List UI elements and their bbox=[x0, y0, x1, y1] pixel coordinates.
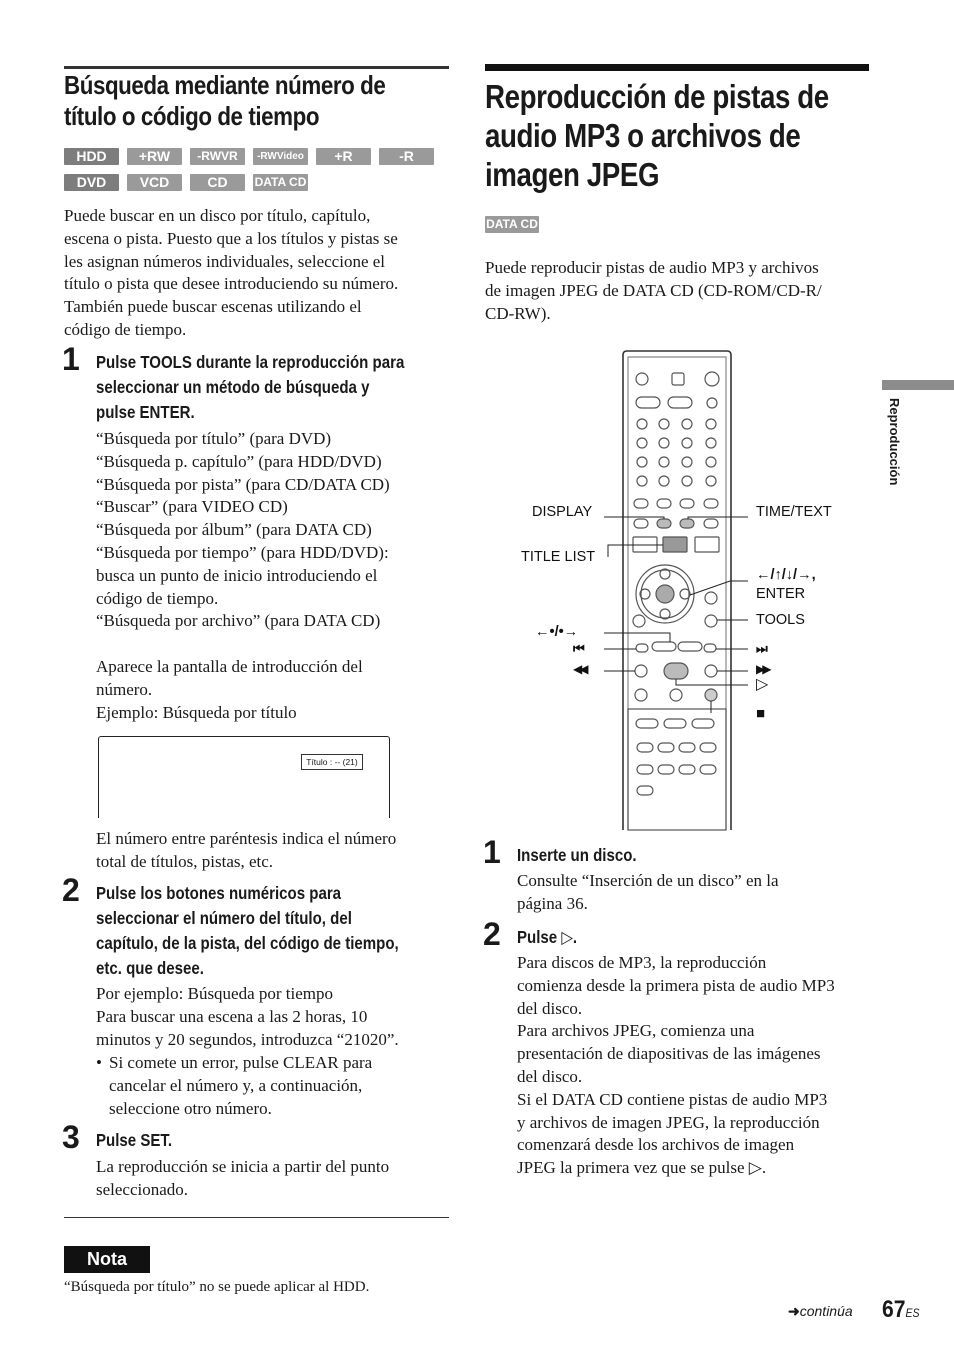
top-button bbox=[705, 372, 719, 386]
step-number: 1 bbox=[483, 834, 501, 870]
step-heading-line: capítulo, de la pista, del código de tiempo, bbox=[96, 933, 399, 953]
step-heading: Pulse SET. bbox=[96, 1130, 173, 1150]
arrow-right-icon: ➜ bbox=[788, 1303, 800, 1319]
label-display: DISPLAY bbox=[532, 504, 593, 520]
leader-title-list bbox=[608, 545, 663, 557]
text-line: Si comete un error, pulse CLEAR para bbox=[109, 1053, 373, 1072]
badge-minus-rw-vr: -RWVR bbox=[190, 148, 245, 165]
text-line: “Búsqueda por álbum” (para DATA CD) bbox=[96, 520, 372, 540]
power-icon bbox=[636, 373, 648, 385]
text-line: seleccione otro número. bbox=[109, 1098, 272, 1118]
oval-button bbox=[668, 397, 692, 408]
label-slow: ←•/•→ bbox=[535, 624, 579, 640]
text-line: página 36. bbox=[517, 893, 588, 913]
text-line: “Búsqueda por título” (para DVD) bbox=[96, 429, 332, 448]
text-line: del disco. bbox=[517, 1066, 583, 1086]
nota-text: “Búsqueda por título” no se puede aplicar al HDD. bbox=[64, 1279, 370, 1295]
lower-buttons bbox=[637, 743, 716, 795]
text-line: También puede buscar escenas utilizando el bbox=[64, 297, 362, 317]
nota-label: Nota bbox=[64, 1246, 150, 1273]
label-tools: TOOLS bbox=[756, 612, 805, 628]
number-pad bbox=[634, 419, 718, 508]
text-line: y archivos de imagen JPEG, la reproducción bbox=[517, 1112, 820, 1132]
text-line: Para buscar una escena a las 2 horas, 10 bbox=[96, 1006, 368, 1026]
text-line: Por ejemplo: Búsqueda por tiempo bbox=[96, 984, 334, 1003]
leader-slow bbox=[604, 633, 670, 642]
leader-time-text bbox=[688, 517, 748, 519]
text-line: Para archivos JPEG, comienza una bbox=[517, 1021, 755, 1041]
badge-dvd: DVD bbox=[64, 174, 119, 191]
text-line bbox=[96, 633, 456, 656]
label-title-list: TITLE LIST bbox=[521, 549, 596, 565]
continues-text: continúa bbox=[799, 1303, 853, 1319]
title-list-button bbox=[663, 537, 687, 552]
step-heading-line: seleccionar un método de búsqueda y bbox=[96, 377, 370, 397]
text-line: presentación de diapositivas de las imágenes bbox=[517, 1044, 821, 1064]
step1-after bbox=[96, 828, 456, 874]
step-number: 2 bbox=[483, 916, 501, 952]
text-line: título o pista que desee introduciendo su número. bbox=[64, 274, 399, 294]
step2-body bbox=[96, 983, 456, 1051]
text-line: total de títulos, pistas, etc. bbox=[96, 851, 274, 871]
remote-body bbox=[623, 351, 731, 830]
step-heading-line: Pulse TOOLS durante la reproducción para bbox=[96, 352, 405, 372]
right-step2-body bbox=[517, 952, 877, 1180]
right-heading-rule bbox=[485, 64, 869, 71]
text-line: Puede buscar en un disco por título, capítulo, bbox=[64, 206, 371, 225]
text-line: Puede reproducir pistas de audio MP3 y archivos bbox=[485, 258, 819, 277]
text-line: del disco. bbox=[517, 998, 583, 1018]
text-line: seleccionado. bbox=[96, 1179, 189, 1199]
label-rew: ◀◀ bbox=[573, 662, 586, 676]
leader-display bbox=[604, 517, 664, 519]
text-line: CD-RW). bbox=[485, 303, 551, 323]
text-line: escena o pista. Puesto que a los títulos y pistas se bbox=[64, 228, 398, 248]
badge-plus-r: +R bbox=[316, 148, 371, 165]
text-line: código de tiempo. bbox=[96, 588, 219, 608]
display-button bbox=[657, 519, 671, 528]
page-number-value: 67 bbox=[882, 1296, 906, 1323]
right-heading-line: audio MP3 o archivos de bbox=[485, 117, 801, 154]
text-line: “Búsqueda por tiempo” (para HDD/DVD): bbox=[96, 542, 389, 562]
label-prev: ⏮ bbox=[573, 641, 585, 656]
play-button bbox=[664, 663, 688, 679]
badge-minus-rw-video: -RWVideo bbox=[253, 148, 308, 165]
text-line: cancelar el número y, a continuación, bbox=[109, 1075, 363, 1095]
page-lang: ES bbox=[905, 1306, 920, 1320]
screen-title-box: Título : -- (21) bbox=[301, 754, 363, 770]
rew-button bbox=[635, 665, 647, 677]
text-line: JPEG la primera vez que se pulse ▷. bbox=[517, 1158, 767, 1178]
step-heading: Inserte un disco. bbox=[517, 845, 637, 865]
step-heading-line: seleccionar el número del título, del bbox=[96, 908, 352, 928]
right-intro bbox=[485, 257, 885, 325]
badge-data-cd: DATA CD bbox=[486, 217, 538, 231]
step-heading: Pulse ▷. bbox=[517, 927, 578, 947]
step-number: 3 bbox=[62, 1119, 80, 1155]
leader-play bbox=[676, 679, 748, 685]
text-line: “Búsqueda por pista” (para CD/DATA CD) bbox=[96, 474, 390, 494]
text-line: “Búsqueda p. capítulo” (para HDD/DVD) bbox=[96, 451, 382, 471]
label-time-text: TIME/TEXT bbox=[756, 504, 832, 520]
left-heading-rule bbox=[64, 66, 449, 69]
text-line: La reproducción se inicia a partir del punto bbox=[96, 1157, 390, 1176]
right-heading-line: Reproducción de pistas de bbox=[485, 78, 829, 115]
nota-rule bbox=[64, 1217, 449, 1218]
side-tab-bar bbox=[882, 380, 954, 390]
badge-data-cd: DATA CD bbox=[254, 175, 307, 189]
step2-bullet bbox=[96, 1052, 456, 1120]
enter-button bbox=[656, 585, 674, 603]
left-heading-line: título o código de tiempo bbox=[64, 101, 320, 131]
text-line: Aparece la pantalla de introducción del bbox=[96, 656, 363, 676]
text-line: les asignan números individuales, seleccione el bbox=[64, 251, 386, 271]
step1-body bbox=[96, 428, 456, 724]
text-line: El número entre paréntesis indica el número bbox=[96, 829, 397, 848]
remote-control-illustration bbox=[500, 345, 860, 835]
text-line: Si el DATA CD contiene pistas de audio MP3 bbox=[517, 1089, 828, 1109]
step-heading-line: Pulse los botones numéricos para bbox=[96, 883, 342, 903]
badge-minus-r: -R bbox=[379, 148, 434, 165]
page-number bbox=[882, 1296, 920, 1327]
remote-inner bbox=[628, 357, 726, 830]
text-line: número. bbox=[96, 679, 153, 699]
text-line: comenzará desde los archivos de imagen bbox=[517, 1135, 795, 1155]
oval-button bbox=[636, 397, 660, 408]
ff-button bbox=[705, 665, 717, 677]
label-stop: ■ bbox=[756, 705, 766, 722]
label-next: ⏭ bbox=[756, 641, 768, 656]
step-heading bbox=[96, 881, 449, 981]
left-heading bbox=[64, 70, 442, 132]
text-line: busca un punto de inicio introduciendo el bbox=[96, 565, 378, 585]
right-heading-line: imagen JPEG bbox=[485, 156, 660, 193]
right-heading bbox=[485, 77, 871, 194]
eject-button bbox=[672, 373, 684, 385]
badge-vcd: VCD bbox=[127, 174, 182, 191]
bullet-icon: • bbox=[96, 1053, 102, 1072]
side-tab-label: Reproducción bbox=[887, 398, 902, 486]
text-line: de imagen JPEG de DATA CD (CD-ROM/CD-R/ bbox=[485, 280, 822, 300]
right-step1-body bbox=[517, 870, 877, 916]
step3-body bbox=[96, 1156, 456, 1202]
text-line: Consulte “Inserción de un disco” en la bbox=[517, 871, 779, 890]
stop-button bbox=[705, 689, 717, 701]
small-button bbox=[707, 398, 717, 408]
text-line: comienza desde la primera pista de audio MP3 bbox=[517, 975, 835, 995]
label-arrows: ←/↑/↓/→, bbox=[756, 567, 816, 583]
label-enter: ENTER bbox=[756, 586, 806, 602]
label-ff: ▶▶ bbox=[756, 662, 769, 676]
leader-arrows bbox=[690, 581, 748, 595]
step-heading-line: etc. que desee. bbox=[96, 958, 204, 978]
text-line: código de tiempo. bbox=[64, 319, 187, 339]
badge-plus-rw: +RW bbox=[127, 148, 182, 165]
label-play: ▷ bbox=[756, 676, 769, 693]
step-number: 2 bbox=[62, 872, 80, 908]
slow-button bbox=[652, 642, 676, 651]
continues-note bbox=[788, 1302, 853, 1320]
text-line: “Búsqueda por archivo” (para DATA CD) bbox=[96, 611, 381, 631]
step-number: 1 bbox=[62, 341, 80, 377]
text-line: “Buscar” (para VIDEO CD) bbox=[96, 497, 288, 517]
screen-illustration bbox=[98, 736, 390, 818]
time-text-button bbox=[680, 519, 694, 528]
step-heading bbox=[96, 350, 449, 425]
text-line: Ejemplo: Búsqueda por título bbox=[96, 702, 297, 722]
badge-cd: CD bbox=[190, 174, 245, 191]
step-heading-line: pulse ENTER. bbox=[96, 402, 195, 422]
left-heading-line: Búsqueda mediante número de bbox=[64, 70, 386, 100]
text-line: minutos y 20 segundos, introduzca “21020”. bbox=[96, 1029, 399, 1049]
text-line: Para discos de MP3, la reproducción bbox=[517, 953, 767, 972]
badge-hdd: HDD bbox=[64, 148, 119, 165]
left-intro bbox=[64, 205, 449, 342]
